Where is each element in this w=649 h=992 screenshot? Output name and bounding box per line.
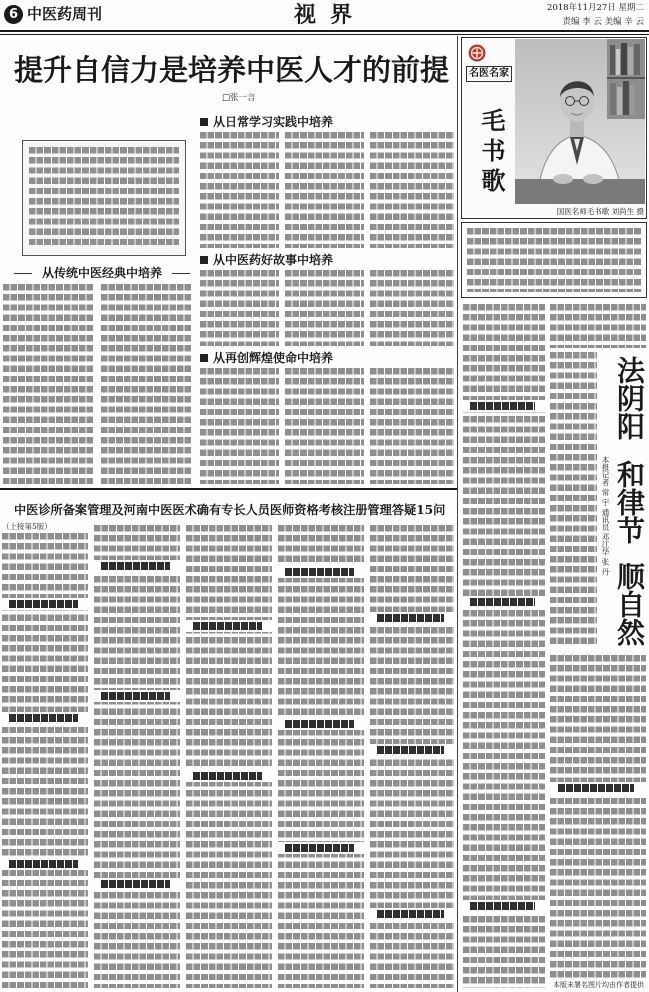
continued-from-note: （上接第5版） <box>2 522 52 531</box>
question-heading <box>94 690 180 702</box>
bio-text <box>467 228 641 292</box>
question-heading <box>278 842 364 854</box>
subhead-classics: 从传统中医经典中培养 <box>14 266 190 280</box>
question-heading <box>278 566 364 578</box>
subheading <box>463 400 545 412</box>
question-heading <box>94 878 180 890</box>
profile-bio-box <box>461 222 647 298</box>
question-heading <box>370 908 454 920</box>
subheading <box>550 782 646 794</box>
page-number: 6 <box>4 5 23 24</box>
masthead-rule-thin <box>0 34 649 35</box>
portrait-photo <box>515 39 645 204</box>
subheading <box>463 900 545 912</box>
question-heading <box>278 718 364 730</box>
issue-date: 2018年11月27日 星期二 <box>547 3 644 13</box>
photo-caption: 国医名师毛书歌 刘尚生 摄 <box>556 207 644 216</box>
article3-byline: 本报记者 常 宇 通讯员 邓江华 张 丹 <box>601 456 610 576</box>
subheading <box>463 596 545 608</box>
paper-name: 中医药周刊 <box>27 5 103 23</box>
intro-text <box>29 147 179 249</box>
body-text-column <box>285 132 364 248</box>
profile-name: 毛书歌 <box>477 108 506 198</box>
article2-headline: 中医诊所备案管理及河南中医医术确有专长人员医师资格考核注册管理答疑15问 <box>14 503 446 517</box>
body-text-column <box>285 368 364 484</box>
article1-headline: 提升自信力是培养中医人才的前提 <box>14 53 450 87</box>
question-heading <box>2 712 88 724</box>
body-text-column <box>550 352 597 648</box>
body-text-column <box>101 284 192 484</box>
masthead-rule <box>0 30 649 32</box>
body-text-column <box>370 368 454 484</box>
article3-headline-part: 和律节 <box>613 460 646 544</box>
body-text-column <box>550 655 646 978</box>
subhead-text: 从再创辉煌使命中培养 <box>213 351 334 365</box>
body-text-column <box>200 132 279 248</box>
body-text-column <box>278 525 364 988</box>
body-text-column <box>370 132 454 248</box>
question-heading <box>2 858 88 870</box>
editors-line: 责编 李 云 美编 辛 云 <box>562 17 644 27</box>
column-divider <box>457 36 458 992</box>
question-heading <box>186 620 272 632</box>
square-bullet-icon <box>200 256 208 264</box>
section-title: 视界 <box>293 2 366 28</box>
body-text-column <box>200 270 279 346</box>
footer-note: 本版未署名图片均由作者提供 <box>553 981 644 989</box>
subhead-mission <box>200 351 333 365</box>
article1-intro-box <box>22 140 186 256</box>
body-text-column <box>550 304 646 348</box>
article3-headline-part: 法阴阳 <box>613 356 646 440</box>
question-heading <box>2 598 88 610</box>
column-label: 名医名家 <box>466 66 512 82</box>
square-bullet-icon <box>200 118 208 126</box>
body-text-column <box>94 525 180 988</box>
question-heading <box>370 744 454 756</box>
article3-headline-part: 顺自然 <box>613 562 646 646</box>
column-emblem-icon <box>468 44 486 62</box>
article1-byline: □张一言 <box>222 93 256 103</box>
body-text-column <box>370 270 454 346</box>
body-text-column <box>200 368 279 484</box>
question-heading <box>94 560 180 572</box>
question-heading <box>370 612 454 624</box>
subhead-good-stories <box>200 253 333 267</box>
body-text-column <box>3 284 94 484</box>
square-bullet-icon <box>200 354 208 362</box>
subhead-text: 从中医药好故事中培养 <box>213 253 334 267</box>
subhead-text: 从日常学习实践中培养 <box>213 115 334 129</box>
subhead-daily-practice <box>200 115 333 129</box>
body-text-column <box>186 525 272 988</box>
question-heading <box>186 770 272 782</box>
article-divider <box>0 488 457 490</box>
body-text-column <box>285 270 364 346</box>
